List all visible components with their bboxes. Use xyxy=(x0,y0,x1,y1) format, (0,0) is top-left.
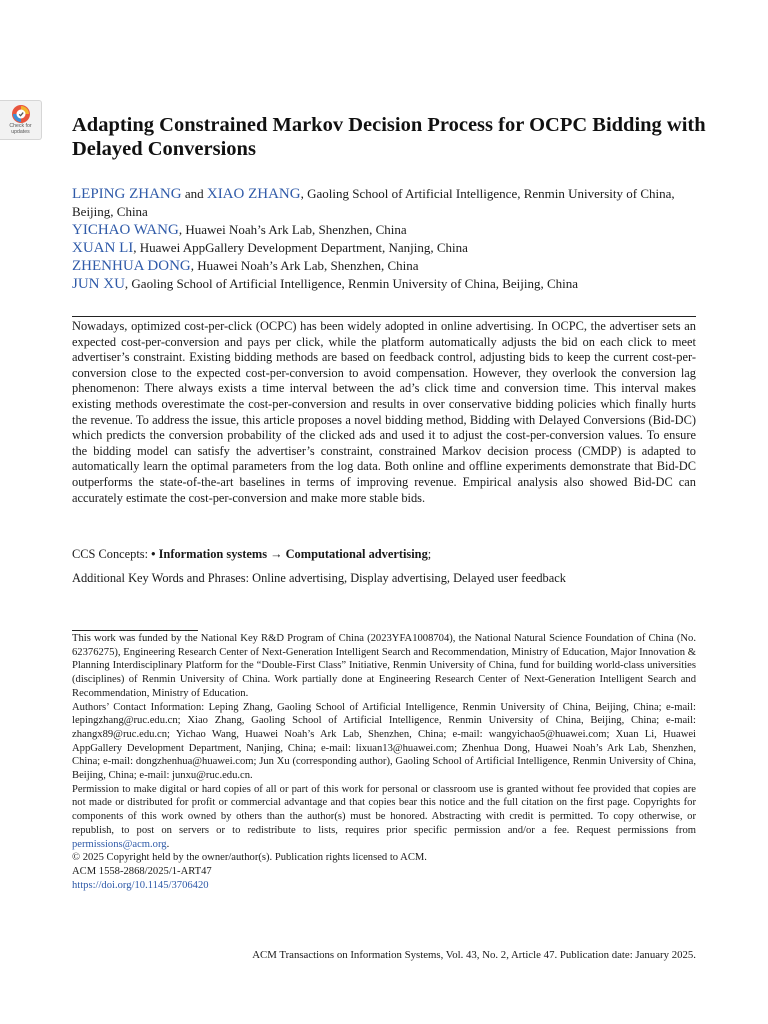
badge-line-1: Check for xyxy=(9,123,32,129)
author-conjunction: and xyxy=(181,186,207,201)
author-affiliation: , Huawei Noah’s Ark Lab, Shenzhen, China xyxy=(190,258,419,273)
check-for-updates-icon xyxy=(11,104,31,124)
author-name[interactable]: LEPING ZHANG xyxy=(72,186,182,202)
footnote-divider xyxy=(72,630,198,631)
author-name[interactable]: ZHENHUA DONG xyxy=(72,258,191,274)
author-line xyxy=(72,185,696,221)
check-for-updates-badge[interactable] xyxy=(0,100,42,140)
author-name[interactable]: XIAO ZHANG xyxy=(206,186,301,202)
author-line xyxy=(72,275,696,293)
issn-note: ACM 1558-2868/2025/1-ART47 xyxy=(72,865,212,877)
badge-line-2: updates xyxy=(11,128,30,135)
contact-note: Authors’ Contact Information: Leping Zhang, Gaoling School of Artificial Intelligence, Renmin University of China, Beijing, China; e-mail: lepingzhang@ruc.edu.cn; Xiao Zhang, Gaoling School of Artificial Intelligence, Renmin University of China, Beijing, China; e-mail: zhangx89@ruc.edu.cn; Yichao Wang, Huawei Noah’s Ark Lab, Shenzhen, China; e-mail: wangyichao5@huawei.com; Xuan Li, Huawei AppGallery Development Department, Nanjing, China; e-mail: lixuan13@huawei.com; Zhenhua Dong, Huawei Noah’s Ark Lab, Shenzhen, China; e-mail: dongzhenhua@huawei.com; Jun Xu (corresponding author), Gaoling School of Artificial Intelligence, Renmin University of China, Beijing, China; e-mail: junxu@ruc.edu.cn. xyxy=(72,701,696,782)
author-affiliation: , Gaoling School of Artificial Intelligence, Renmin University of China, Beijing, China xyxy=(124,276,579,291)
author-line xyxy=(72,239,696,257)
author-affiliation: , Huawei Noah’s Ark Lab, Shenzhen, China xyxy=(178,222,407,237)
header-divider xyxy=(72,316,696,317)
doi-link[interactable]: https://doi.org/10.1145/3706420 xyxy=(72,879,209,891)
author-affiliation: , Huawei AppGallery Development Department, Nanjing, China xyxy=(133,240,468,255)
page-footer: ACM Transactions on Information Systems, Vol. 43, No. 2, Article 47. Publication date: January 2025. xyxy=(252,949,696,961)
funding-note: This work was funded by the National Key R&D Program of China (2023YFA1008704), the National Natural Science Foundation of China (No. 62376275), Engineering Research Center of Next-Generation Intelligent Search and Recommendation, Ministry of Education, Major Innovation & Planning Interdisciplinary Platform for the “Double-First Class” Initiative, Renmin University of China, fund for building world-class universities (disciplines) of Renmin University of China. Work partially done at Engineering Research Center of Next-Generation Intelligent Search and Recommendation, Ministry of Education. xyxy=(72,633,696,699)
permission-end: . xyxy=(166,838,170,850)
keywords: Additional Key Words and Phrases: Online advertising, Display advertising, Delayed user feedback xyxy=(72,571,566,585)
ccs-concepts xyxy=(72,546,696,562)
author-name[interactable]: YICHAO WANG xyxy=(72,222,179,238)
permission-email-link[interactable]: permissions@acm.org xyxy=(72,838,167,850)
ccs-label: CCS Concepts: xyxy=(72,547,152,561)
abstract: Nowadays, optimized cost-per-click (OCPC) has been widely adopted in online advertising. In OCPC, the advertiser sets an expected cost-per-conversion and pays per click, while the platform automatically adjusts the bid on each click to meet advertiser’s constraint. Existing bidding methods are based on feedback control, adjusting bids to keep the current cost-per-conversion close to the expected cost-per-conversion to avoid compensation. However, they overlook the conversion lag phenomenon: There always exists a time interval between the ad’s click time and conversion time. This interval makes existing methods overestimate the cost-per-conversion and results in over conservative bidding policies which finally hurts the revenue. To address the issue, this article proposes a novel bidding method, Bidding with Delayed Conversions (Bid-DC) which predicts the conversion probability of the clicked ads and used it to adjust the cost-per-conversion values. To ensure the bidding model can satisfy the advertiser’s constraint, constrained Markov decision process (CMDP) is adapted to automatically learn the optimal parameters from the log data. Both online and offline experiments demonstrate that Bid-DC outperforms the state-of-the-art baselines in terms of improving revenue. Empirical analysis also showed Bid-DC can accurately estimate the cost-per-conversion and make more stable bids. xyxy=(72,319,696,505)
author-line xyxy=(72,257,696,275)
footnotes xyxy=(72,632,696,892)
copyright-note: © 2025 Copyright held by the owner/author(s). Publication rights licensed to ACM. xyxy=(72,852,427,864)
author-list xyxy=(72,185,696,293)
permission-text: Permission to make digital or hard copies of all or part of this work for personal or classroom use is granted without fee provided that copies are not made or distributed for profit or commercial advantage and that copies bear this notice and the full citation on the first page. Copyrights for components of this work owned by others than the author(s) must be honored. Abstracting with credit is permitted. To copy otherwise, or republish, to post on servers or to redistribute to lists, requires prior specific permission and/or a fee. Request permissions from xyxy=(72,783,696,836)
author-name[interactable]: XUAN LI xyxy=(72,240,134,256)
author-name[interactable]: JUN XU xyxy=(72,276,125,292)
ccs-concept: • Information systems → Computational advertising xyxy=(151,547,428,561)
permission-note xyxy=(72,783,696,852)
author-line xyxy=(72,221,696,239)
author-affiliation: , Gaoling School of Artificial Intelligence, Renmin University of China, Beijing, China xyxy=(72,186,675,219)
paper-title: Adapting Constrained Markov Decision Process for OCPC Bidding with Delayed Conversions xyxy=(72,114,706,160)
ccs-end: ; xyxy=(427,547,432,561)
